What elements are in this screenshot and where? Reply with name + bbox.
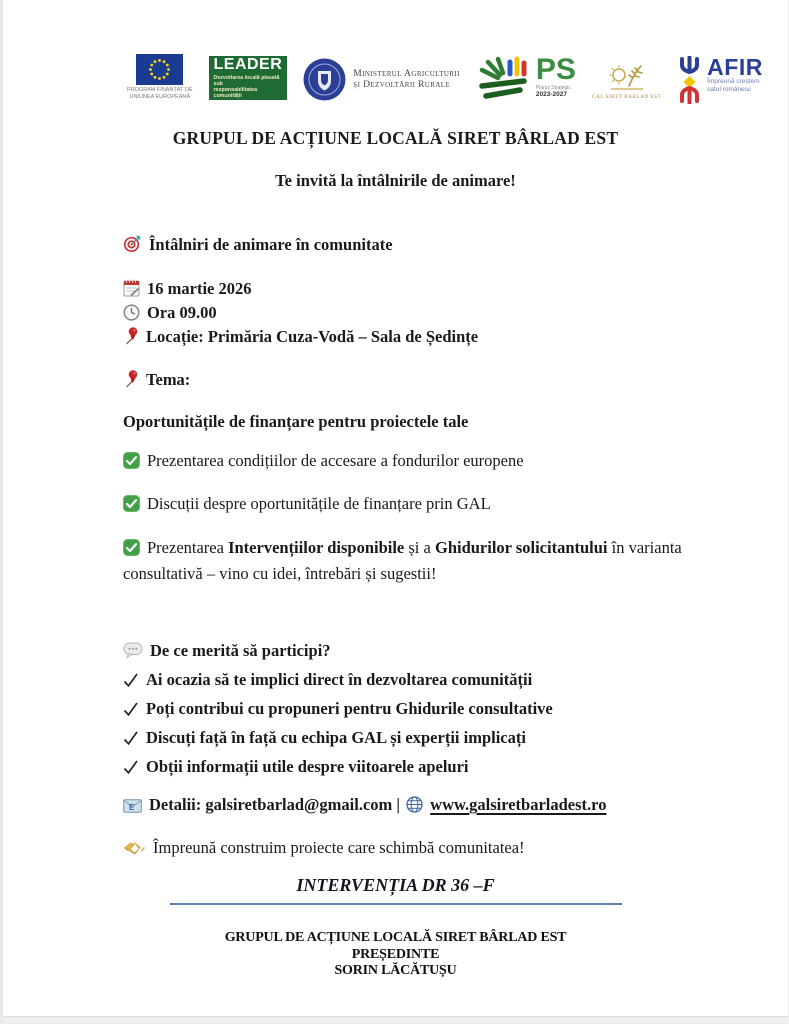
signature-name: SORIN LĂCĂTUȘU (334, 963, 457, 978)
tema-item-2: Discuții despre oportunitățile de finanțare prin GAL (123, 492, 688, 516)
time-row: Ora 09.00 (123, 301, 688, 325)
page-subtitle: Te invită la întâlnirile de animare! (275, 171, 516, 190)
ps-logo-icon (476, 56, 530, 106)
signature-role: PREȘEDINTE (351, 946, 440, 962)
tema-item-1: Prezentarea condițiilor de accesare a fondurilor europene (123, 449, 688, 473)
date-row: 16 martie 2026 (123, 277, 688, 301)
contact-row: E Detalii: galsiretbarlad@gmail.com | www.galsiretbarladest.ro (123, 793, 688, 817)
afir-logo-abbr: AFIR (707, 54, 763, 80)
tema-topic: Oportunitățile de finanțare pentru proiectele tale (123, 412, 469, 431)
checkmark-icon (123, 731, 139, 746)
intervention-divider (170, 903, 622, 905)
pushpin-icon (123, 369, 139, 388)
afir-logo (677, 56, 763, 104)
green-check-icon (123, 495, 140, 512)
ps-logo-abbr: PS (535, 53, 576, 86)
why-item: Ai ocazia să te implici direct în dezvoltarea comunității (123, 665, 688, 694)
signature-org: GRUPUL DE ACȚIUNE LOCALĂ SIRET BÂRLAD EST (224, 930, 567, 945)
gal-wheat-sun-icon (605, 62, 649, 92)
ministry-logo (303, 58, 460, 101)
slogan-row: Împreună construim proiecte care schimbă comunitatea! (123, 836, 688, 860)
logo-strip (127, 0, 763, 116)
leader-logo (209, 56, 288, 100)
green-check-icon (123, 539, 140, 556)
ps-logo (476, 53, 576, 106)
checkmark-icon (123, 673, 139, 688)
page-bottom-strip (3, 1016, 788, 1024)
pushpin-icon (123, 326, 139, 345)
globe-icon (406, 796, 423, 813)
clock-icon (123, 304, 140, 321)
svg-text:E: E (129, 803, 135, 812)
checkmark-icon (123, 702, 139, 717)
why-item: Discuți față în față cu echipa GAL și experții implicați (123, 723, 688, 752)
ps-logo-caption2: 2023-2027 (535, 91, 567, 98)
ministry-name: Ministerul Agriculturii și Dezvoltării Rurale (353, 68, 460, 90)
contact-email: galsiretbarlad@gmail.com (205, 795, 393, 814)
website-link[interactable]: www.galsiretbarladest.ro (430, 795, 607, 814)
why-item: Poți contribui cu propuneri pentru Ghidurile consultative (123, 694, 688, 723)
romania-government-seal-icon (303, 58, 346, 101)
afir-logo-caption: Împreună creștem satul românesc (707, 78, 760, 93)
signature-block (3, 930, 788, 980)
green-check-icon (123, 452, 140, 469)
intervention-title: INTERVENȚIA DR 36 –F (296, 875, 495, 895)
document-body (123, 233, 688, 860)
tema-label: Tema: (123, 368, 688, 392)
afir-wheat-icon (677, 56, 702, 104)
tema-item-3: Prezentarea Intervențiilor disponibile și a Ghidurilor solicitantului în varianta consultativă – vino cu idei, întrebări și sugestii! (123, 538, 682, 583)
ps-logo-caption1: Planul Strategic (535, 85, 571, 91)
location-row: Locație: Primăria Cuza-Vodă – Sala de Ședințe (123, 325, 688, 349)
gal-logo (592, 62, 661, 100)
speech-bubble-icon (123, 642, 143, 659)
page-title: GRUPUL DE ACȚIUNE LOCALĂ SIRET BÂRLAD EST (172, 128, 619, 148)
leader-logo-title: LEADER (213, 56, 283, 73)
calendar-icon (123, 278, 140, 297)
why-heading: De ce merită să participi? (123, 637, 688, 665)
eu-logo-caption: PROGRAM FINANȚAT DE UNIUNEA EUROPEANĂ (127, 87, 193, 100)
gal-logo-caption: GAL SIRET BARLAD EST (591, 94, 662, 100)
checkmark-icon (123, 760, 139, 775)
eu-logo (127, 54, 193, 100)
eu-flag-icon (136, 54, 183, 85)
leader-logo-subtitle: Dezvoltarea locală plasată sub responsabilitatea comunității (213, 75, 280, 99)
why-item: Obții informații utile despre viitoarele apeluri (123, 752, 688, 781)
email-icon (123, 799, 142, 813)
target-icon (123, 234, 142, 253)
intro-heading: Întâlniri de animare în comunitate (123, 233, 688, 257)
handshake-icon (123, 841, 146, 856)
